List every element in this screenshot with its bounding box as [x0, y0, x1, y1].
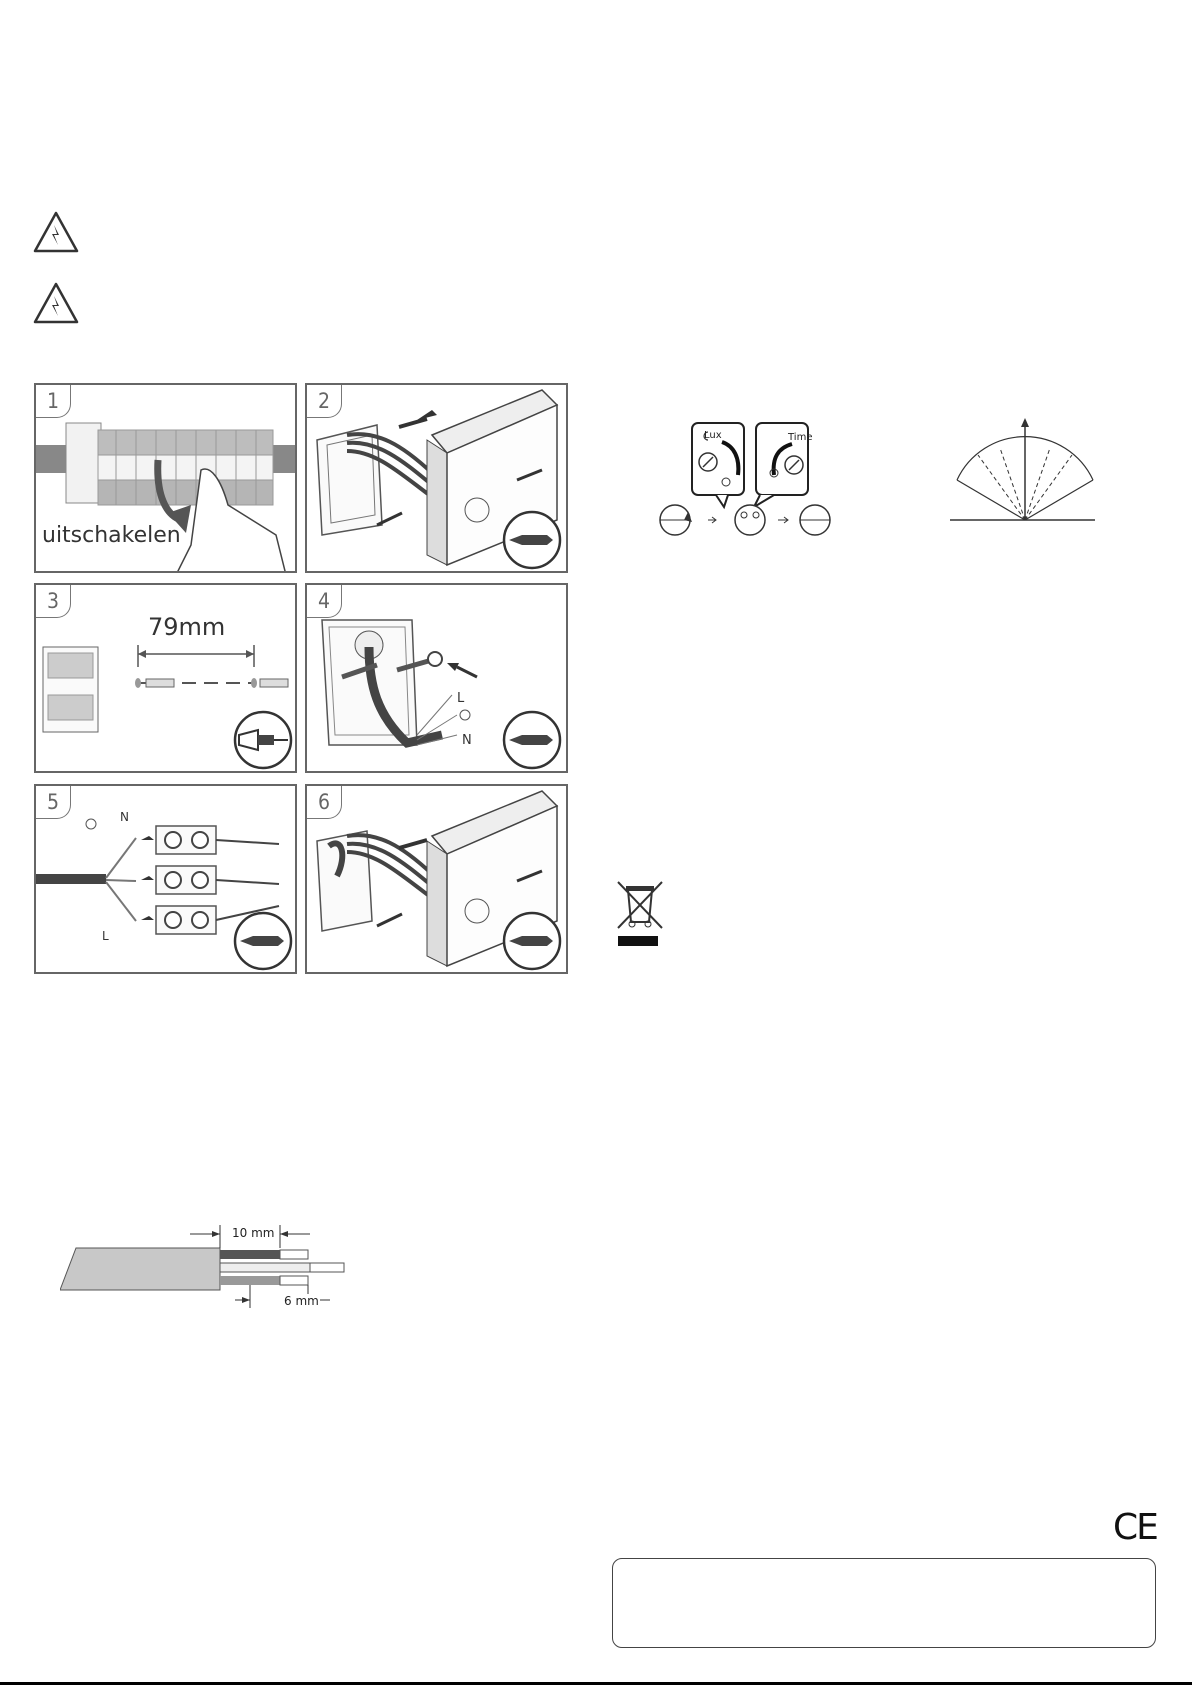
step-number: 4: [307, 585, 342, 618]
time-label: Time: [788, 432, 813, 443]
wire-label-L: L: [457, 691, 465, 706]
step-number: 6: [307, 786, 342, 819]
step-number: 5: [36, 786, 71, 819]
wire-label-N: N: [120, 810, 129, 824]
step-5-panel: [34, 784, 297, 974]
step-1-panel: [34, 383, 297, 573]
high-voltage-warning-icon-2: [32, 281, 80, 325]
address-box: [612, 1558, 1156, 1648]
drill-distance-label: 79mm: [148, 613, 226, 641]
step-4-panel: [305, 583, 568, 773]
terminal-wiring-illustration: [36, 786, 297, 974]
step-number: 3: [36, 585, 71, 618]
cable-stripping-diagram: [60, 1220, 370, 1310]
wire-label-L: L: [102, 929, 109, 943]
step-6-panel: [305, 784, 568, 974]
detection-angle-diagram: [950, 415, 1100, 525]
strip-length-outer: 10 mm: [232, 1226, 275, 1240]
mount-base-illustration: [307, 585, 568, 773]
step-2-panel: [305, 383, 568, 573]
strip-length-inner: 6 mm: [284, 1294, 319, 1308]
housing-close-illustration: [307, 786, 568, 974]
crossed-out-bin-icon: [612, 876, 668, 948]
step-3-panel: [34, 583, 297, 773]
housing-open-illustration: [307, 385, 568, 573]
switch-off-label: uitschakelen: [42, 523, 181, 548]
lux-label: Lux: [704, 430, 722, 441]
ce-mark: CE: [1113, 1507, 1157, 1548]
wire-label-N: N: [462, 733, 472, 748]
high-voltage-warning-icon-1: [32, 210, 80, 254]
step-number: 2: [307, 385, 342, 418]
step-number: 1: [36, 385, 71, 418]
